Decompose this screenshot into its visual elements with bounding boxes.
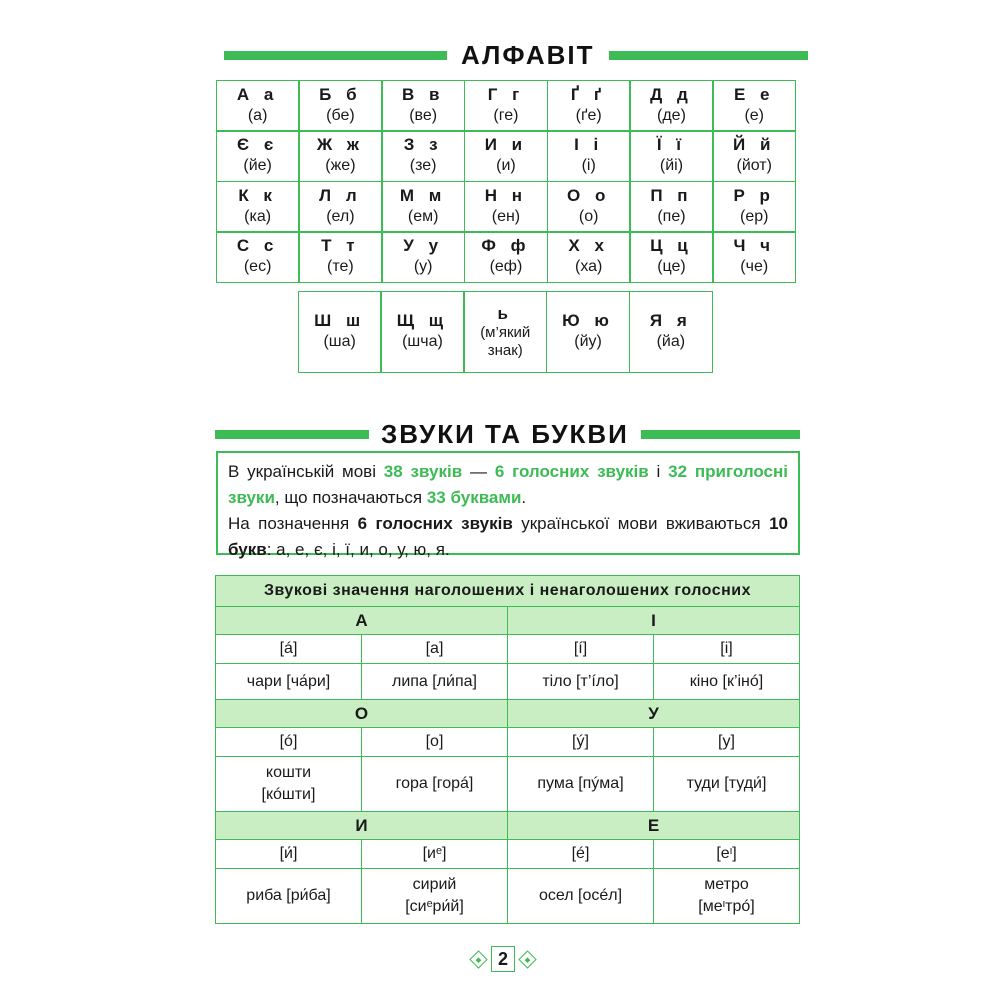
letter-cell [298, 130, 382, 182]
vowel-table [215, 575, 800, 924]
letter-name: (шча) [402, 332, 443, 350]
letter-cell [216, 130, 300, 182]
vowel-sound: [иᵉ] [362, 840, 508, 869]
vowel-letter: І [508, 607, 800, 635]
letter: З з [403, 135, 443, 154]
letter-name: (еф) [489, 258, 523, 275]
vowel-sound: [і] [654, 635, 800, 664]
letter-cell [546, 291, 630, 373]
letter-name: (ге) [493, 106, 519, 124]
letter-name: (о) [578, 207, 599, 225]
letter-cell [381, 80, 465, 132]
letter-name: (ел) [326, 207, 355, 225]
letter: Ж ж [316, 135, 364, 154]
letter-name: (а) [247, 106, 268, 124]
example-word: тіло [т’íло] [508, 664, 654, 700]
alphabet-grid [217, 81, 807, 283]
letter-cell [464, 80, 548, 132]
alphabet-header [224, 40, 808, 71]
letter-cell [629, 181, 713, 233]
letter-cell [547, 80, 631, 132]
letter-name: (це) [657, 258, 686, 275]
alphabet-row [217, 182, 807, 233]
vowel-table-title: Звукові значення наголошених і ненаголошених голосних [216, 576, 800, 607]
letter-name: (йу) [574, 332, 602, 350]
letter-cell [380, 291, 464, 373]
vowel-sound: [ó] [216, 728, 362, 757]
letter-cell [712, 80, 796, 132]
letter-cell [629, 80, 713, 132]
letter: Д д [650, 84, 693, 104]
letter: П п [650, 185, 693, 205]
letter-name: (ха) [575, 258, 603, 275]
letter-cell [629, 231, 713, 283]
letter-cell [298, 291, 382, 373]
letter-name: (ве) [409, 106, 438, 124]
letter: В в [401, 84, 445, 104]
letter: У у [403, 236, 444, 255]
header-bar-left [224, 51, 447, 60]
letter: И и [484, 135, 528, 154]
page-number-value: 2 [491, 946, 515, 972]
example-word: чари [ча́ри] [216, 664, 362, 700]
vowel-letter: У [508, 700, 800, 728]
header-bar-right [641, 430, 800, 439]
vowel-letter: И [216, 812, 508, 840]
vowel-sound-row [216, 728, 800, 757]
letter-cell [381, 181, 465, 233]
letter-name: (йа) [656, 332, 686, 350]
example-word: кошти [кóшти] [216, 757, 362, 812]
letter: Н н [484, 185, 528, 205]
letter-name: (йе) [243, 157, 272, 174]
letter-cell [547, 181, 631, 233]
letter-cell [464, 181, 548, 233]
letter-cell [629, 291, 713, 373]
letter-name: (де) [657, 106, 686, 124]
sounds-header [215, 419, 800, 450]
letter-cell [712, 130, 796, 182]
alphabet-row [217, 233, 807, 284]
letter-name: (ен) [491, 207, 521, 225]
header-bar-right [609, 51, 808, 60]
info-paragraph-1: В українській мові 38 звуків — 6 голосних звуків і 32 приголосні звуки, що позначаються 33 буквами. [228, 462, 788, 507]
letter-cell [712, 181, 796, 233]
letter-cell [216, 80, 300, 132]
letter: Т т [321, 236, 360, 255]
vowel-sound: [а] [362, 635, 508, 664]
letter: Г г [487, 84, 525, 104]
vowel-sound: [еᶦ] [654, 840, 800, 869]
letter: М м [399, 185, 447, 205]
letter-cell [463, 291, 547, 373]
vowel-sound: [é] [508, 840, 654, 869]
letter-cell [216, 181, 300, 233]
sounds-title: ЗВУКИ ТА БУКВИ [381, 419, 629, 449]
vowel-group-row [216, 607, 800, 635]
letter: Ф ф [481, 236, 531, 255]
letter-name: (йі) [659, 157, 684, 174]
example-word: осел [осéл] [508, 869, 654, 924]
vowel-sound: [ý] [508, 728, 654, 757]
letter-name: (и) [496, 157, 516, 174]
diamond-icon [469, 950, 487, 968]
letter-name: (те) [327, 258, 354, 275]
letter-cell [464, 231, 548, 283]
letter-cell [298, 80, 382, 132]
letter: К к [238, 185, 277, 205]
vowel-example-row [216, 664, 800, 700]
header-bar-left [215, 430, 369, 439]
example-word: липа [ли́па] [362, 664, 508, 700]
example-word: метро [меᶦтрó] [654, 869, 800, 924]
letter: Ю ю [562, 310, 614, 330]
letter-name: (у) [413, 258, 433, 275]
letter: С с [236, 236, 279, 255]
letter-cell [381, 231, 465, 283]
letter-name: (йот) [736, 157, 772, 174]
letter-name: (м’який знак) [480, 323, 531, 359]
letter: Й й [733, 135, 776, 154]
letter-cell [464, 130, 548, 182]
letter-name: (же) [325, 157, 356, 174]
vowel-group-row [216, 700, 800, 728]
vowel-group-row [216, 812, 800, 840]
vowel-sound: [á] [216, 635, 362, 664]
page-number [472, 946, 534, 972]
letter-cell [298, 231, 382, 283]
letter-cell [629, 130, 713, 182]
letter-name: (ґе) [575, 106, 602, 124]
letter: Ц ц [650, 236, 693, 255]
diamond-icon [518, 950, 536, 968]
letter-cell [712, 231, 796, 283]
letter-name: (ша) [323, 332, 356, 350]
letter: Е е [733, 84, 775, 104]
letter-name: (пе) [657, 207, 686, 225]
letter: Є є [237, 135, 279, 154]
letter-cell [298, 181, 382, 233]
letter: Ш ш [314, 310, 366, 330]
letter-cell [216, 231, 300, 283]
letter: Я я [649, 310, 692, 330]
letter: Ї ї [656, 135, 687, 154]
vowel-sound: [и́] [216, 840, 362, 869]
letter-cell [547, 130, 631, 182]
vowel-sound: [о] [362, 728, 508, 757]
example-word: сирий [сиᵉри́й] [362, 869, 508, 924]
letter: О о [567, 185, 611, 205]
vowel-example-row [216, 869, 800, 924]
letter-cell [381, 130, 465, 182]
vowel-example-row [216, 757, 800, 812]
letter-name: (ка) [244, 207, 272, 225]
letter-name: (і) [581, 157, 596, 174]
info-paragraph-2: На позначення 6 голосних звуків української мови вживаються 10 букв: а, е, є, і, ї, и, о, у, ю, я. [228, 514, 788, 559]
alphabet-last-row [299, 292, 713, 373]
alphabet-title: АЛФАВІТ [461, 40, 595, 70]
example-word: пума [пýма] [508, 757, 654, 812]
vowel-letter: А [216, 607, 508, 635]
vowel-sound-row [216, 635, 800, 664]
vowel-letter: Е [508, 812, 800, 840]
letter: Ґ ґ [570, 84, 607, 104]
letter-name: (е) [744, 106, 764, 124]
letter: Х х [568, 236, 609, 255]
letter: І і [574, 135, 604, 154]
sounds-info-box [216, 451, 800, 559]
example-word: риба [ри́ба] [216, 869, 362, 924]
letter: Ч ч [733, 236, 775, 255]
letter-name: (бе) [326, 106, 355, 124]
letter: Щ щ [396, 310, 449, 330]
vowel-sound-row [216, 840, 800, 869]
vowel-sound: [í] [508, 635, 654, 664]
letter-name: (зе) [409, 157, 437, 174]
letter-name: (че) [740, 258, 769, 275]
letter: Р р [733, 185, 775, 205]
letter-name: (ес) [243, 258, 272, 275]
alphabet-row [217, 132, 807, 183]
letter: А а [236, 84, 279, 104]
letter: ь [497, 303, 513, 323]
example-word: туди [туди́] [654, 757, 800, 812]
vowel-sound: [у] [654, 728, 800, 757]
letter: Б б [319, 84, 362, 104]
alphabet-row [217, 81, 807, 132]
letter-name: (ем) [407, 207, 439, 225]
letter: Л л [319, 185, 362, 205]
vowel-letter: О [216, 700, 508, 728]
example-word: кіно [к’інó] [654, 664, 800, 700]
example-word: гора [горá] [362, 757, 508, 812]
letter-cell [547, 231, 631, 283]
letter-name: (ер) [740, 207, 769, 225]
